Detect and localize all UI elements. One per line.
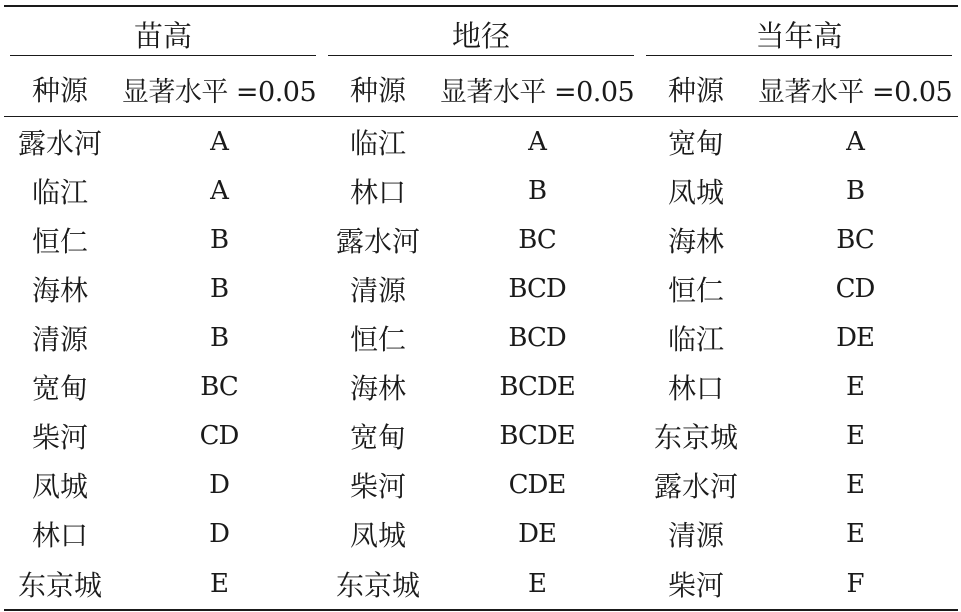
table-row [4, 509, 958, 558]
species-cell: 柴河 [640, 558, 752, 611]
column-header-species: 种源 [4, 62, 116, 117]
significance-cell: CD [199, 420, 239, 451]
species-cell: 临江 [668, 322, 725, 356]
group-header-height [4, 5, 322, 62]
significance-cell: BC [836, 224, 874, 255]
species-cell: 宽甸 [31, 371, 88, 405]
significance-cell: D [209, 469, 229, 500]
significance-cell: BCD [508, 322, 566, 353]
column-header-significance: 显著水平 =0.05 [116, 62, 322, 117]
significance-cell: E [846, 420, 865, 451]
significance-cell: A [210, 175, 228, 206]
group-title: 当年高 [646, 13, 952, 56]
significance-cell: F [752, 558, 958, 611]
significance-cell: A [210, 126, 228, 157]
species-cell: 柴河 [31, 420, 88, 454]
significance-cell: E [846, 518, 865, 549]
species-cell: 清源 [350, 273, 407, 307]
significance-cell: BCDE [499, 371, 575, 402]
group-header-diameter [322, 5, 640, 62]
species-cell: 凤城 [668, 175, 725, 209]
species-cell: 宽甸 [668, 126, 725, 160]
species-cell: 清源 [668, 518, 725, 552]
significance-cell: CD [835, 273, 875, 304]
table-row [4, 411, 958, 460]
table-row [4, 362, 958, 411]
species-cell: 宽甸 [350, 420, 407, 454]
species-cell: 林口 [668, 371, 725, 405]
species-cell: 露水河 [17, 126, 102, 160]
species-cell: 凤城 [31, 469, 88, 503]
significance-cell: BCDE [499, 420, 575, 451]
significance-cell: A [528, 126, 546, 157]
column-header-significance: 显著水平 =0.05 [434, 62, 640, 117]
species-cell: 临江 [31, 175, 88, 209]
species-cell: 海林 [31, 273, 88, 307]
significance-cell: B [209, 322, 229, 353]
group-title: 地径 [328, 13, 634, 56]
significance-cell: BC [200, 371, 238, 402]
species-cell: 东京城 [322, 558, 434, 611]
table-row [4, 215, 958, 264]
column-header-significance: 显著水平 =0.05 [752, 62, 958, 117]
species-cell: 海林 [350, 371, 407, 405]
table-row [4, 117, 958, 166]
group-header-annual-height [640, 5, 958, 62]
significance-table [4, 5, 958, 611]
species-cell: 恒仁 [350, 322, 407, 356]
significance-cell: B [209, 273, 229, 304]
species-cell: 露水河 [336, 224, 421, 258]
table-row [4, 313, 958, 362]
table-row [4, 460, 958, 509]
significance-cell: A [846, 126, 864, 157]
species-cell: 露水河 [654, 469, 739, 503]
significance-cell: B [527, 175, 547, 206]
species-cell: 林口 [31, 518, 88, 552]
significance-cell: D [209, 518, 229, 549]
significance-cell: DE [836, 322, 874, 353]
table-row [4, 264, 958, 313]
significance-cell: B [209, 224, 229, 255]
species-cell: 柴河 [350, 469, 407, 503]
column-header-species: 种源 [322, 62, 434, 117]
significance-cell: BCD [508, 273, 566, 304]
significance-cell: B [845, 175, 865, 206]
significance-cell: E [846, 371, 865, 402]
species-cell: 恒仁 [31, 224, 88, 258]
species-cell: 东京城 [4, 558, 116, 611]
group-header-row [4, 5, 958, 62]
species-cell: 恒仁 [668, 273, 725, 307]
table-row [4, 558, 958, 611]
species-cell: 凤城 [350, 518, 407, 552]
species-cell: 清源 [31, 322, 88, 356]
species-cell: 临江 [350, 126, 407, 160]
species-cell: 海林 [668, 224, 725, 258]
significance-cell: E [434, 558, 640, 611]
species-cell: 林口 [350, 175, 407, 209]
species-cell: 东京城 [654, 420, 739, 454]
significance-cell: CDE [508, 469, 566, 500]
column-header-row [4, 62, 958, 117]
significance-cell: BC [518, 224, 556, 255]
column-header-species: 种源 [640, 62, 752, 117]
group-title: 苗高 [10, 13, 316, 56]
table-row [4, 166, 958, 215]
significance-cell: DE [518, 518, 556, 549]
significance-cell: E [846, 469, 865, 500]
significance-cell: E [116, 558, 322, 611]
